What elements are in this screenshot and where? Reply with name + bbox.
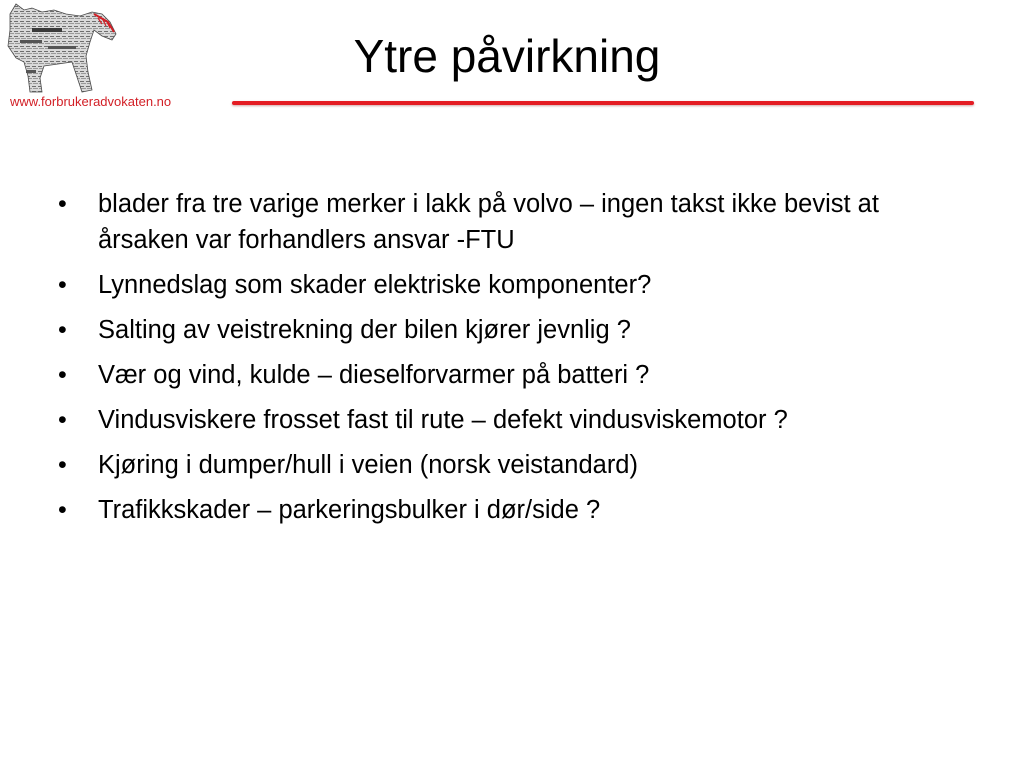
bullet-item — [58, 312, 958, 348]
bullet-text: Trafikkskader – parkeringsbulker i dør/side ? — [98, 496, 601, 524]
bullet-text: Lynnedslag som skader elektriske komponenter? — [98, 271, 652, 299]
brand-url[interactable]: www.forbrukeradvokaten.no — [10, 94, 172, 109]
bullet-item — [58, 402, 958, 438]
bullet-dot-icon: • — [58, 190, 67, 218]
bullet-dot-icon: • — [58, 316, 67, 344]
slide-title: Ytre påvirkning — [353, 30, 661, 82]
bullet-dot-icon: • — [58, 451, 67, 479]
bullet-item — [58, 492, 958, 528]
bullet-text: blader fra tre varige merker i lakk på volvo – ingen takst ikke bevist at årsaken var forhandlers ansvar -FTU — [98, 190, 879, 254]
bullet-dot-icon: • — [58, 361, 67, 389]
bullet-text: Salting av veistrekning der bilen kjører jevnlig ? — [98, 316, 631, 344]
bullet-item — [58, 267, 958, 303]
bullet-text: Vindusviskere frosset fast til rute – defekt vindusviskemotor ? — [98, 406, 788, 434]
bullet-list — [58, 186, 958, 537]
bullet-dot-icon: • — [58, 496, 67, 524]
header-divider — [232, 101, 974, 105]
bullet-text: Kjøring i dumper/hull i veien (norsk veistandard) — [98, 451, 638, 479]
bullet-dot-icon: • — [58, 271, 67, 299]
bullet-item — [58, 357, 958, 393]
bullet-item — [58, 186, 958, 258]
bullet-text: Vær og vind, kulde – dieselforvarmer på batteri ? — [98, 361, 650, 389]
bullet-dot-icon: • — [58, 406, 67, 434]
bullet-item — [58, 447, 958, 483]
